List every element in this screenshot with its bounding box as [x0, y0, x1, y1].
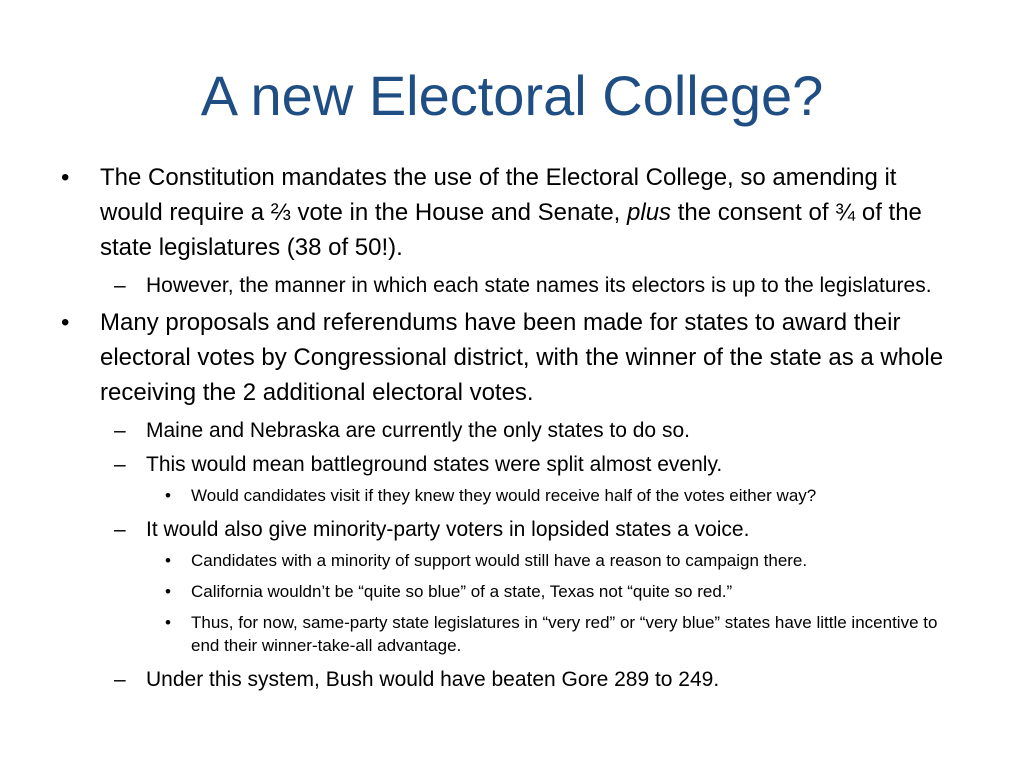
dash-marker: – [114, 419, 126, 442]
bullet-text: This would mean battleground states were split almost evenly. [146, 453, 723, 476]
bullet-marker: • [165, 582, 171, 601]
bullet-text: Candidates with a minority of support would still have a reason to campaign there. [191, 551, 808, 570]
slide-body [0, 160, 1024, 699]
bullet-text: Many proposals and referendums have been made for states to award their electoral votes by Congressional district, with the winner of the state as a whole receiving the 2 additional electoral votes. [100, 309, 944, 406]
dash-marker: – [114, 274, 126, 297]
bullet-text: However, the manner in which each state names its electors is up to the legislatures. [146, 274, 932, 297]
emphasis-text: plus [627, 199, 672, 226]
bullet-item-level1 [0, 160, 1024, 265]
bullet-text: It would also give minority-party voters in lopsided states a voice. [146, 518, 750, 541]
bullet-item-level3 [0, 580, 1024, 603]
bullet-item-level1 [0, 305, 1024, 410]
dash-marker: – [114, 518, 126, 541]
bullet-marker: • [61, 164, 70, 191]
bullet-item-level2 [0, 271, 1024, 301]
bullet-marker: • [165, 551, 171, 570]
slide-title: A new Electoral College? [200, 64, 824, 127]
dash-marker: – [114, 453, 126, 476]
bullet-text: California wouldn’t be “quite so blue” of a state, Texas not “quite so red.” [191, 582, 733, 601]
bullet-text: Would candidates visit if they knew they would receive half of the votes either way? [191, 486, 817, 505]
bullet-item-level2 [0, 450, 1024, 480]
bullet-item-level2 [0, 515, 1024, 545]
bullet-text: Maine and Nebraska are currently the only states to do so. [146, 419, 690, 442]
bullet-marker: • [61, 309, 70, 336]
bullet-marker: • [165, 486, 171, 505]
bullet-text: Under this system, Bush would have beaten Gore 289 to 249. [146, 668, 720, 691]
dash-marker: – [114, 668, 126, 691]
bullet-item-level2 [0, 416, 1024, 446]
bullet-item-level3 [0, 611, 1024, 657]
bullet-item-level3 [0, 549, 1024, 572]
bullet-marker: • [165, 613, 171, 632]
bullet-item-level2 [0, 665, 1024, 695]
bullet-item-level3 [0, 484, 1024, 507]
bullet-text: The Constitution mandates the use of the Electoral College, so amending it would require a ⅔ vote in the House and Senate, plus the consent of ¾ of the state legislatures (38 of 50!). [100, 164, 922, 261]
bullet-text: Thus, for now, same-party state legislatures in “very red” or “very blue” states have little incentive to end their winner-take-all advantage. [191, 613, 938, 655]
